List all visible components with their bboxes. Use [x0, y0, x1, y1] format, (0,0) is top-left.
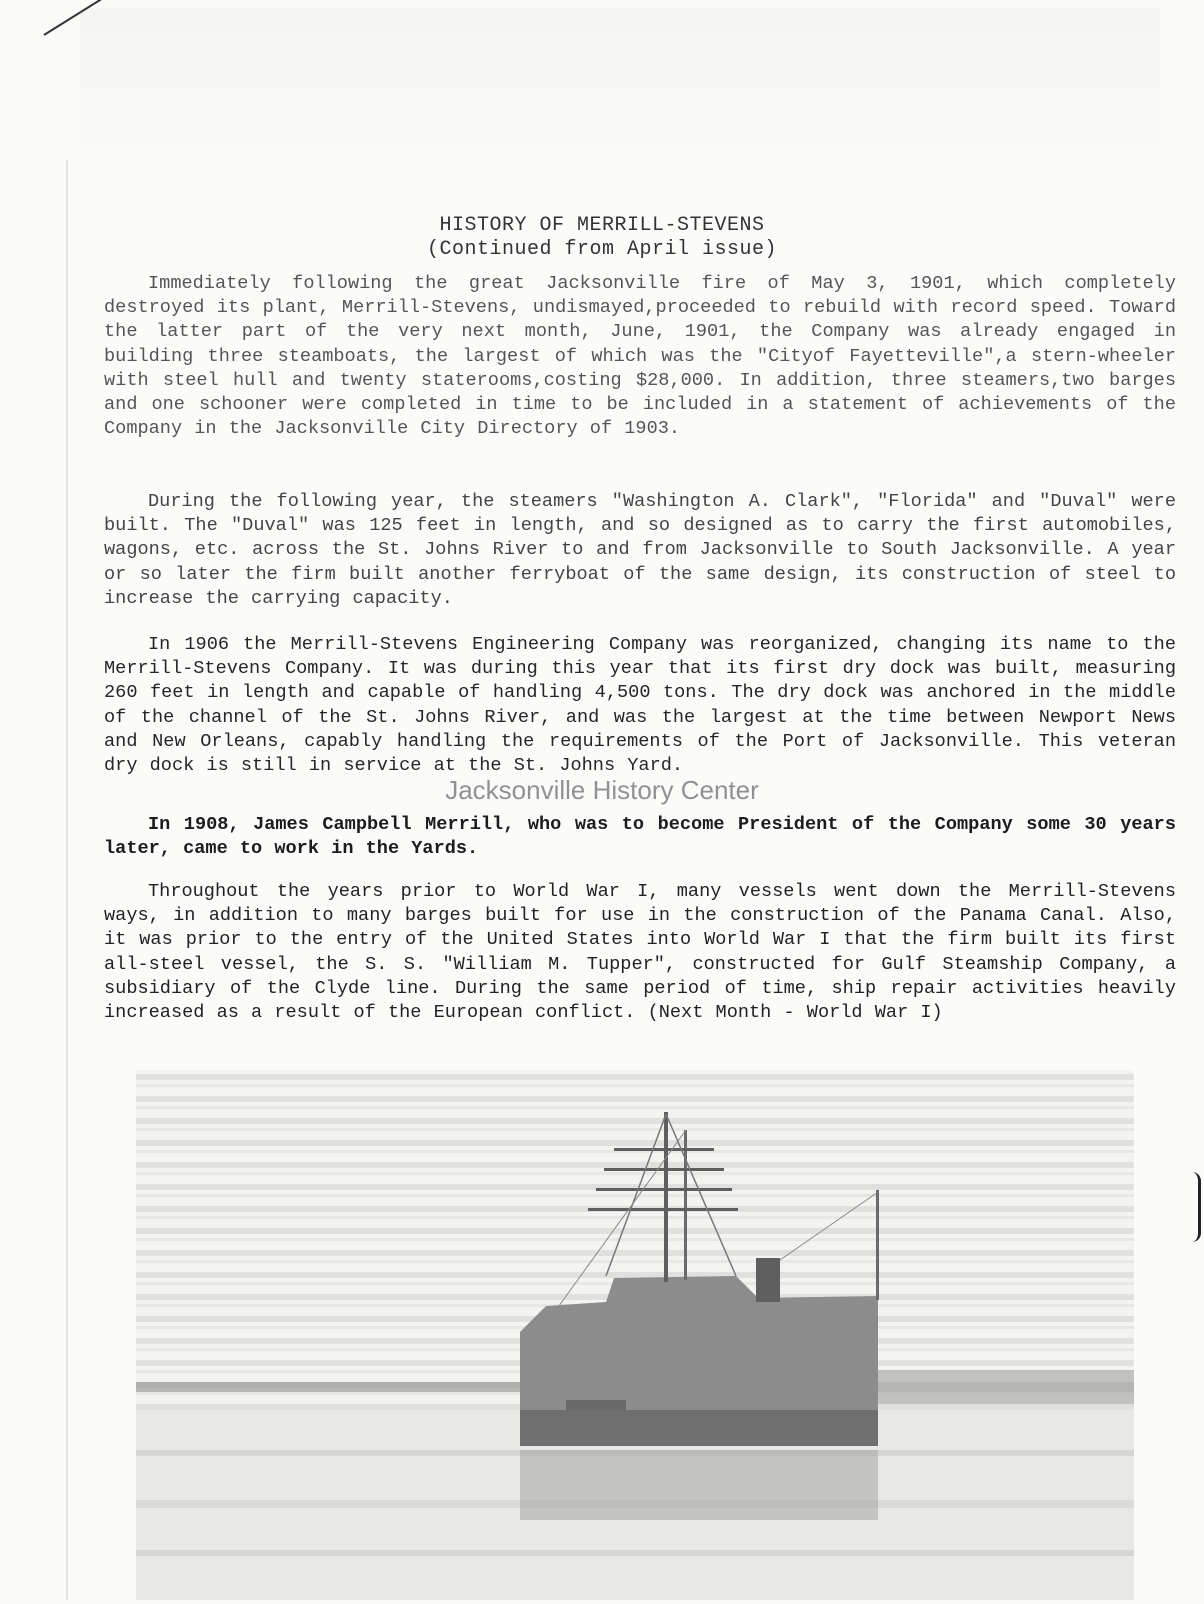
- bracket-mark: [1192, 1172, 1201, 1242]
- paragraph-5: Throughout the years prior to World War I, many vessels went down the Merrill-Stevens ways, in addition to many barges built for use in the construction of the Panama Canal. Also, it was prior to the entry of the United States into World War I that the firm built its first all-steel vessel, the S. S. "William M. Tupper", constructed for Gulf Steamship Company, a subsidiary of the Clyde line. During the same period of time, ship repair activities heavily increased as a result of the European conflict. (Next Month - World War I): [104, 881, 1176, 1024]
- scan-shadow: [80, 8, 1160, 188]
- ship-funnel: [756, 1258, 780, 1302]
- article-subtitle: (Continued from April issue): [426, 238, 778, 261]
- ship-yard: [614, 1148, 714, 1151]
- ship-photo-drawing: [136, 1070, 1134, 1600]
- small-boat: [566, 1400, 626, 1410]
- ship-photo: [136, 1070, 1134, 1600]
- ship-mast: [876, 1190, 879, 1300]
- distant-shore: [876, 1370, 1134, 1404]
- water-band: [136, 1550, 1134, 1556]
- paragraph-4: In 1908, James Campbell Merrill, who was to become President of the Company some 30 years later, came to work in the Yards.: [104, 814, 1176, 860]
- ship-reflection: [520, 1450, 878, 1520]
- ship-mast: [664, 1112, 668, 1282]
- paragraph-1: Immediately following the great Jacksonville fire of May 3, 1901, which completely destroyed its plant, Merrill-Stevens, undismayed,proceeded to rebuild with record speed. Toward the latter part of the very next month, June, 1901, the Company was already engaged in building three steamboats, the largest of which was the "Cityof Fayetteville",a stern-wheeler with steel hull and twenty staterooms,costing $28,000. In addition, three steamers,two barges and one schooner were completed in time to be included in a statement of achievements of the Company in the Jacksonville City Directory of 1903.: [104, 273, 1176, 440]
- ship-mast: [684, 1130, 687, 1280]
- paragraph-3: In 1906 the Merrill-Stevens Engineering Company was reorganized, changing its name to the Merrill-Stevens Company. It was during this year that its first dry dock was built, measuring 260 feet in length and capable of handling 4,500 tons. The dry dock was anchored in the middle of the channel of the St. Johns River, and was the largest at the time between Newport News and New Orleans, capably handling the requirements of the Port of Jacksonville. This veteran dry dock is still in service at the St. Johns Yard.: [104, 634, 1176, 777]
- paragraph-2: During the following year, the steamers "Washington A. Clark", "Florida" and "Duval" were built. The "Duval" was 125 feet in length, and so designed as to carry the first automobiles, wagons, etc. across the St. Johns River to and from Jacksonville to South Jacksonville. A year or so later the firm built another ferryboat of the same design, its construction of steel to increase the carrying capacity.: [104, 491, 1176, 609]
- ship-yard: [604, 1168, 724, 1171]
- page-edge: [66, 160, 68, 1600]
- watermark: Jacksonville History Center: [445, 775, 759, 805]
- ship-yard: [596, 1188, 732, 1191]
- article-title: HISTORY OF MERRILL-STEVENS: [439, 214, 765, 237]
- ship-yard: [588, 1208, 738, 1211]
- ship-waterline: [520, 1410, 878, 1446]
